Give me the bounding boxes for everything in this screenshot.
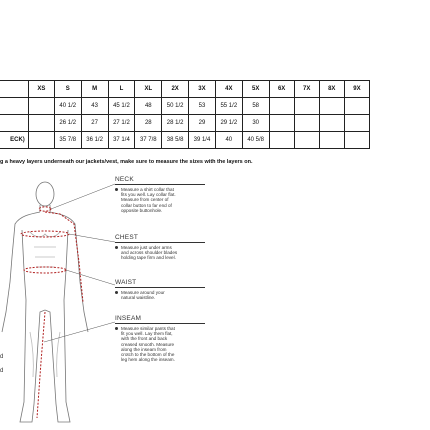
value-cell: 39 1/4 <box>189 132 216 149</box>
size-chart-table <box>0 80 370 149</box>
value-cell: 28 <box>135 115 162 132</box>
inseam-title: INSEAM <box>115 315 205 324</box>
waist-instructions: Measure around your natural waistline. <box>121 290 205 300</box>
size-header-cell: S <box>54 81 81 98</box>
neck-callout <box>115 176 205 213</box>
measurement-row <box>0 132 370 149</box>
value-cell: 38 5/8 <box>162 132 189 149</box>
size-header-cell: 4X <box>215 81 242 98</box>
chest-title: CHEST <box>115 234 205 243</box>
size-header-cell: 6X <box>269 81 294 98</box>
value-cell: 37 1/4 <box>108 132 135 149</box>
neck-title: NECK <box>115 176 205 185</box>
value-cell: 37 7/8 <box>135 132 162 149</box>
value-cell <box>344 132 369 149</box>
size-header-cell: 2X <box>162 81 189 98</box>
layering-note: g a heavy layers underneath our jackets/vest, make sure to measure the sizes with the layers on. <box>0 159 253 165</box>
neck-measure-line <box>39 207 51 211</box>
size-header-cell: XL <box>135 81 162 98</box>
value-cell: 45 1/2 <box>108 98 135 115</box>
value-cell <box>294 132 319 149</box>
inseam-instructions: Measure similar pants that fit you well. Lay them flat, with the front and back creased smooth. Measure along the inseam from crotch to the bottom of the leg hem along the inseam. <box>121 326 205 362</box>
value-cell: 40 5/8 <box>242 132 269 149</box>
chest-callout <box>115 234 205 261</box>
size-header-cell: 8X <box>319 81 344 98</box>
waist-measure-line <box>24 267 66 273</box>
value-cell <box>319 98 344 115</box>
measurement-row <box>0 98 370 115</box>
row-label: ECK) <box>0 132 28 149</box>
value-cell <box>294 98 319 115</box>
value-cell <box>294 115 319 132</box>
value-cell: 43 <box>81 98 108 115</box>
value-cell <box>344 98 369 115</box>
value-cell <box>269 132 294 149</box>
row-label <box>0 98 28 115</box>
value-cell <box>28 98 54 115</box>
value-cell: 26 1/2 <box>54 115 81 132</box>
size-header-cell: 5X <box>242 81 269 98</box>
value-cell: 48 <box>135 98 162 115</box>
value-cell <box>28 132 54 149</box>
value-cell: 40 <box>215 132 242 149</box>
size-header-row <box>0 81 370 98</box>
size-header-cell: M <box>81 81 108 98</box>
neck-instructions: Measure a shirt collar that fits you well. Lay collar flat. Measure from center of collar button to far end of opposite buttonhole. <box>121 187 205 213</box>
chest-instructions: Measure just under arms and across shoulder blades holding tape firm and level. <box>121 245 205 261</box>
size-header-cell: L <box>108 81 135 98</box>
size-header-cell: XS <box>28 81 54 98</box>
body-measurement-figure <box>0 172 115 430</box>
value-cell <box>28 115 54 132</box>
value-cell: 55 1/2 <box>215 98 242 115</box>
value-cell: 29 1/2 <box>215 115 242 132</box>
size-header-cell: 3X <box>189 81 216 98</box>
measurement-row <box>0 115 370 132</box>
waist-title: WAIST <box>115 279 205 288</box>
inseam-measure-line <box>37 312 45 418</box>
value-cell: 35 7/8 <box>54 132 81 149</box>
value-cell <box>269 98 294 115</box>
inseam-callout <box>115 315 205 362</box>
row-label <box>0 115 28 132</box>
value-cell <box>344 115 369 132</box>
value-cell: 28 1/2 <box>162 115 189 132</box>
body-outline <box>2 182 88 422</box>
value-cell: 36 1/2 <box>81 132 108 149</box>
value-cell <box>319 132 344 149</box>
edge-fragment-text: d <box>0 354 4 360</box>
size-header-cell: 7X <box>294 81 319 98</box>
value-cell: 50 1/2 <box>162 98 189 115</box>
value-cell <box>269 115 294 132</box>
value-cell: 29 <box>189 115 216 132</box>
value-cell: 53 <box>189 98 216 115</box>
waist-callout <box>115 279 205 300</box>
value-cell: 30 <box>242 115 269 132</box>
measurement-lines <box>21 207 83 418</box>
edge-fragment-text: d <box>0 368 4 374</box>
value-cell: 58 <box>242 98 269 115</box>
size-header-cell: 9X <box>344 81 369 98</box>
value-cell: 27 1/2 <box>108 115 135 132</box>
value-cell <box>319 115 344 132</box>
value-cell: 27 <box>81 115 108 132</box>
header-corner-cell <box>0 81 28 98</box>
value-cell: 40 1/2 <box>54 98 81 115</box>
